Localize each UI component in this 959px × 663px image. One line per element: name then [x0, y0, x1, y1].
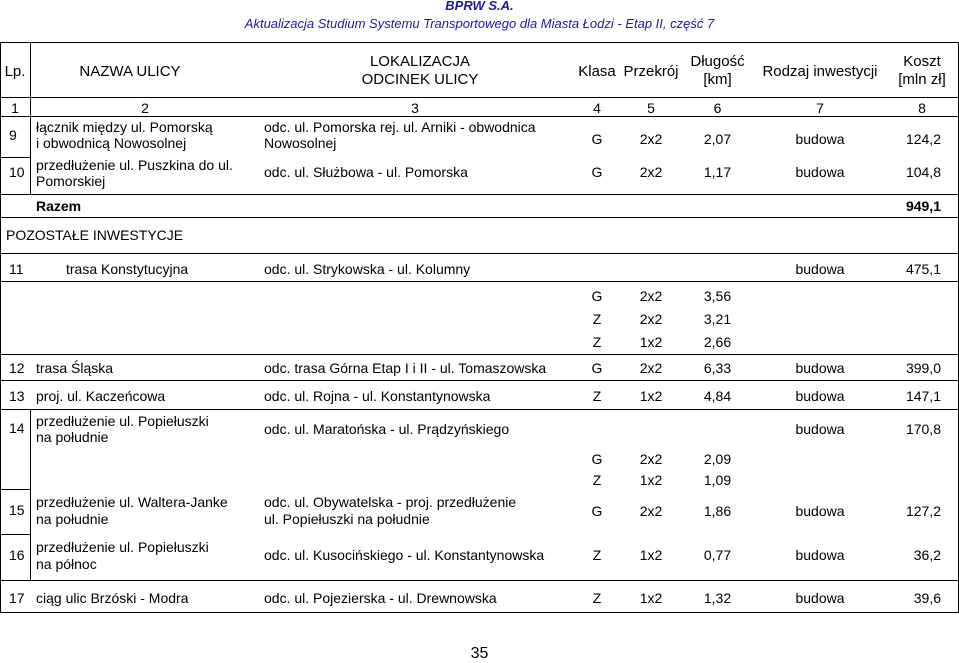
row-16-investment-type: budowa: [795, 547, 845, 563]
row-12-class: G: [591, 360, 603, 376]
row-divider: [0, 580, 959, 581]
row-13-cost: 147,1: [905, 388, 941, 404]
row-15-length: 1,86: [703, 503, 732, 519]
row-16-class: Z: [592, 547, 602, 563]
table-border-top: [0, 42, 959, 43]
row-9-name-line1: łącznik między ul. Pomorską: [36, 119, 213, 135]
column-number: 7: [816, 100, 824, 116]
row-16-length: 0,77: [703, 547, 732, 563]
row-10-cross-section: 2x2: [639, 164, 663, 180]
row-15-name-line1: przedłużenie ul. Waltera-Janke: [36, 494, 228, 510]
row-11-sub-length: 3,21: [703, 311, 732, 327]
table-border-bottom: [0, 612, 959, 613]
row-14-cost: 170,8: [905, 421, 941, 437]
row-16-lp: 16: [9, 547, 25, 563]
row-11-sub-length: 3,56: [703, 288, 732, 304]
row-13-class: Z: [592, 388, 602, 404]
row-17-cross-section: 1x2: [639, 590, 663, 606]
row-10-lp: 10: [9, 164, 25, 180]
row-13-location: odc. ul. Rojna - ul. Konstantynowska: [264, 388, 491, 404]
row-11-sub-class: G: [591, 288, 603, 304]
row-9-cost: 124,2: [905, 131, 941, 147]
row-12-lp: 12: [9, 360, 25, 376]
row-10-name-line2: Pomorskiej: [36, 173, 106, 189]
column-number: 1: [11, 100, 19, 116]
row-12-name: trasa Śląska: [36, 360, 114, 376]
row-9-lp: 9: [9, 127, 17, 143]
row-13-cross-section: 1x2: [639, 388, 663, 404]
row-11-sub-class: Z: [592, 334, 602, 350]
header-lp: Lp.: [4, 63, 26, 80]
row-10-class: G: [591, 164, 603, 180]
row-17-investment-type: budowa: [795, 590, 845, 606]
row-17-lp: 17: [9, 590, 25, 606]
row-9-location-line1: odc. ul. Pomorska rej. ul. Arniki - obwodnica: [264, 119, 536, 135]
row-9-length: 2,07: [703, 131, 732, 147]
document-title: Aktualizacja Studium Systemu Transportowego dla Miasta Łodzi - Etap II, część 7: [244, 16, 715, 31]
row-9-location-line2: Nowosolnej: [264, 135, 337, 151]
row-14-sub-cross-section: 1x2: [639, 472, 663, 488]
row-13-name: proj. ul. Kaczeńcowa: [36, 388, 166, 404]
column-number: 5: [647, 100, 655, 116]
row-10-investment-type: budowa: [795, 164, 845, 180]
row-16-cross-section: 1x2: [639, 547, 663, 563]
header-cross-section: Przekrój: [623, 63, 679, 80]
row-15-cost: 127,2: [905, 503, 941, 519]
row-divider: [0, 194, 959, 195]
column-divider: [30, 409, 31, 580]
row-16-cost: 36,2: [913, 547, 941, 563]
row-12-location: odc. trasa Górna Etap I i II - ul. Tomaszowska: [264, 360, 547, 376]
row-11-sub-cross-section: 2x2: [639, 311, 663, 327]
row-divider: [0, 97, 959, 98]
row-15-class: G: [591, 503, 603, 519]
row-9-class: G: [591, 131, 603, 147]
header-street-name: NAZWA ULICY: [79, 63, 181, 80]
row-10-cost: 104,8: [905, 164, 941, 180]
column-number: 2: [141, 100, 149, 116]
row-9-name-line2: i obwodnicą Nowosolnej: [36, 135, 187, 151]
row-10-name-line1: przedłużenie ul. Puszkina do ul.: [36, 157, 233, 173]
page-number: 35: [470, 645, 489, 662]
row-11-cost: 475,1: [905, 261, 941, 277]
row-11-location: odc. ul. Strykowska - ul. Kolumny: [264, 261, 471, 277]
column-divider: [0, 42, 1, 612]
row-17-class: Z: [592, 590, 602, 606]
row-16-name-line1: przedłużenie ul. Popiełuszki: [36, 539, 209, 555]
total-label: Razem: [36, 198, 82, 214]
row-divider: [0, 157, 30, 158]
row-divider: [0, 354, 959, 355]
row-16-location: odc. ul. Kusocińskiego - ul. Konstantynowska: [264, 547, 545, 563]
row-17-location: odc. ul. Pojezierska - ul. Drewnowska: [264, 590, 497, 606]
row-divider: [0, 489, 30, 490]
row-divider: [0, 534, 30, 535]
row-14-sub-cross-section: 2x2: [639, 451, 663, 467]
row-divider: [0, 380, 959, 381]
row-14-sub-length: 1,09: [703, 472, 732, 488]
column-number: 8: [918, 100, 926, 116]
row-11-sub-length: 2,66: [703, 334, 732, 350]
column-number: 3: [411, 100, 419, 116]
header-length-unit: [km]: [703, 71, 732, 88]
column-number: 4: [593, 100, 601, 116]
row-14-sub-length: 2,09: [703, 451, 732, 467]
row-11-sub-class: Z: [592, 311, 602, 327]
total-cost: 949,1: [905, 198, 941, 214]
row-11-name: trasa Konstytucyjna: [66, 261, 189, 277]
row-divider: [0, 217, 959, 218]
row-divider: [0, 409, 959, 410]
row-14-location: odc. ul. Maratońska - ul. Prądzyńskiego: [264, 421, 510, 437]
header-investment-type: Rodzaj inwestycji: [762, 63, 878, 80]
row-13-investment-type: budowa: [795, 388, 845, 404]
row-12-length: 6,33: [703, 360, 732, 376]
row-17-length: 1,32: [703, 590, 732, 606]
row-9-investment-type: budowa: [795, 131, 845, 147]
row-14-sub-class: Z: [592, 472, 602, 488]
row-15-cross-section: 2x2: [639, 503, 663, 519]
row-divider: [0, 116, 959, 117]
row-divider: [0, 253, 959, 254]
row-12-cross-section: 2x2: [639, 360, 663, 376]
row-16-name-line2: na północ: [36, 556, 97, 572]
row-14-sub-class: G: [591, 451, 603, 467]
header-location: LOKALIZACJA: [369, 53, 471, 70]
header-cost: Koszt: [903, 53, 941, 70]
row-11-lp: 11: [9, 261, 24, 277]
row-13-lp: 13: [9, 388, 25, 404]
header-segment: ODCINEK ULICY: [361, 71, 479, 88]
row-divider: [0, 281, 959, 282]
row-14-name-line2: na południe: [36, 429, 109, 445]
row-15-location-line1: odc. ul. Obywatelska - proj. przedłużenie: [264, 494, 517, 510]
row-17-name: ciąg ulic Brzóski - Modra: [36, 590, 189, 606]
company-name: BPRW S.A.: [445, 0, 514, 13]
row-14-investment-type: budowa: [795, 421, 845, 437]
header-class: Klasa: [578, 63, 616, 80]
column-number: 6: [713, 100, 722, 116]
row-15-lp: 15: [9, 502, 25, 518]
section-heading-other-investments: POZOSTAŁE INWESTYCJE: [6, 227, 184, 243]
row-11-sub-cross-section: 1x2: [639, 334, 663, 350]
row-15-name-line2: na południe: [36, 511, 109, 527]
row-9-cross-section: 2x2: [639, 131, 663, 147]
row-14-lp: 14: [9, 420, 25, 436]
row-11-sub-cross-section: 2x2: [639, 288, 663, 304]
row-17-cost: 39,6: [913, 590, 941, 606]
header-cost-unit: [mln zł]: [898, 71, 946, 88]
row-12-investment-type: budowa: [795, 360, 845, 376]
row-15-investment-type: budowa: [795, 503, 845, 519]
row-14-name-line1: przedłużenie ul. Popiełuszki: [36, 413, 209, 429]
row-15-location-line2: ul. Popiełuszki na południe: [264, 511, 430, 527]
header-length: Długość: [690, 53, 745, 70]
row-10-location: odc. ul. Służbowa - ul. Pomorska: [264, 164, 468, 180]
row-10-length: 1,17: [703, 164, 732, 180]
row-12-cost: 399,0: [905, 360, 941, 376]
row-11-investment-type: budowa: [795, 261, 845, 277]
row-13-length: 4,84: [703, 388, 732, 404]
